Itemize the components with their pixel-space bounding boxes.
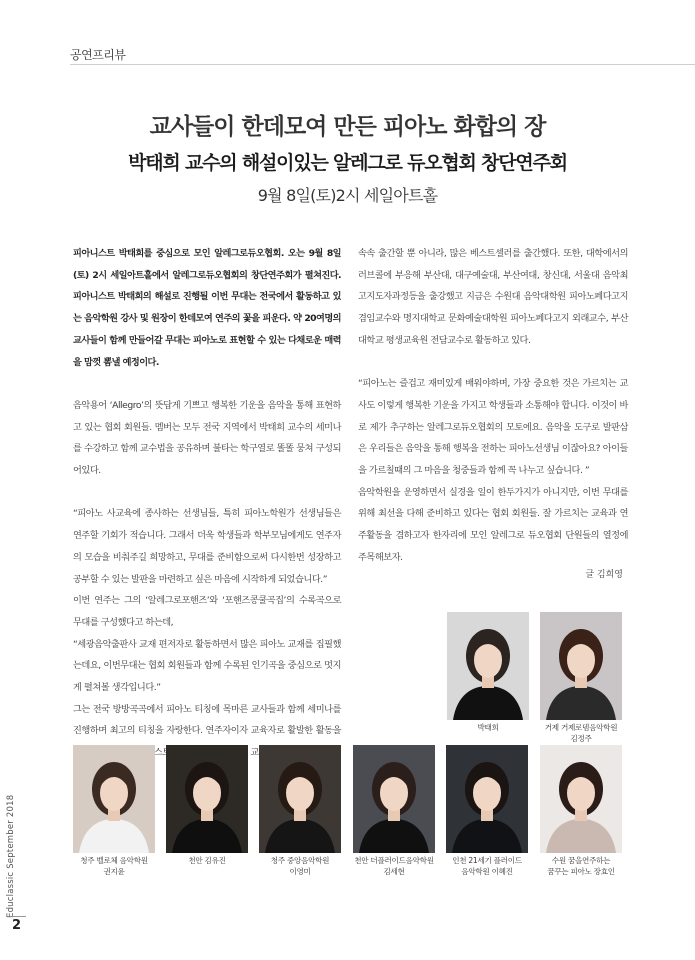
photo-caption-line: 김정주	[570, 733, 592, 743]
photo-caption-line: 권지윤	[103, 866, 125, 876]
section-label: 공연프리뷰	[70, 48, 126, 62]
article-quote: “피아노 사교육에 종사하는 선생님들, 특히 피아노학원가 선생님들은 연주할 기회가 적습니다. 그래서 더욱 학생들과 학부모님에게도 연주자의 모습을 비춰주길 희망하고, 무대를 준비함으로써 다시한번 성장하고 공부할 수 있는 발판을 마련하고 싶은 마음에 시작하게 되었습니다.”	[73, 508, 341, 585]
photo-caption	[531, 856, 631, 877]
photo-caption	[437, 856, 537, 877]
page-number-rule	[12, 916, 26, 917]
photo-caption-line: 천안 김유진	[188, 856, 226, 865]
article-paragraph: 이번 연주는 그의 ‘알레그로포핸즈’와 ‘포핸즈콩쿨곡집’의 수록곡으로 무대를 구성했다고 하는데,	[73, 595, 341, 628]
magazine-issue-text: Educlassic September 2018	[6, 794, 16, 918]
page-number: 2	[12, 918, 22, 933]
member-photo	[353, 745, 435, 853]
photo-caption	[157, 856, 257, 867]
photo-caption-line: 거제 거제로뎀음악학원	[544, 723, 618, 732]
byline: 글 김희영	[585, 570, 623, 580]
photo-caption-line: 꿈꾸는 피아노 장효인	[547, 866, 615, 876]
article-paragraph: 음악용어 ‘Allegro’의 뜻답게 기쁘고 행복한 기운을 음악을 통해 표현하고 있는 협회 회원들. 멤버는 모두 전국 지역에서 박태희 교수의 세미나를 수강하고 함께 교수법을 공유하며 불타는 학구열로 똘똘 뭉쳐 구성되어있다.	[73, 399, 341, 477]
photo-caption-line: 음악학원 이혜진	[461, 866, 513, 876]
photo-caption	[531, 723, 631, 744]
member-photo	[166, 745, 248, 853]
member-photo	[73, 745, 155, 853]
photo-caption	[438, 723, 538, 734]
article-quote: “세광음악출판사 교재 편저자로 활동하면서 많은 피아노 교재를 집필했는데요, 이번무대는 협회 회원들과 함께 수록된 인기곡을 중심으로 멋지게 펼쳐볼 생각입니다.”	[73, 638, 341, 694]
article-paragraph: 그는 전국 방방곡곡에서 피아노 티칭에 목마른 교사들과 함께 세미나를 진행하며 최고의 티칭을 자랑한다. 연주자이자 교육자로 활발한 활동을	[73, 703, 341, 737]
photo-caption	[64, 856, 164, 877]
article-subtitle: 박태희 교수의 해설이있는 알레그로 듀오협회 창단연주회	[128, 152, 567, 174]
magazine-issue-label	[3, 780, 21, 920]
article-paragraph: 음악학원을 운영하면서 실경을 일이 한두가지가 아니지만, 이번 무대를 위해 최선을 다해 준비하고 있다는 협회 회원들. 잘 가르치는 교육과 연주활동을 겸하고자 한자리에 모인 알레그로 듀오협회 단원들의 열정에 주목해보자.	[358, 486, 628, 563]
section-divider	[70, 64, 695, 65]
photo-caption-line: 김세현	[383, 866, 405, 876]
article-column-right	[358, 243, 628, 569]
member-photo	[447, 612, 529, 720]
photo-caption	[344, 856, 444, 877]
article-paragraph: 속속 출간할 뿐 아니라, 많은 베스트셀러를 출간했다. 또한, 대학에서의 러브콜에 부응해 부산대, 대구예술대, 부산여대, 창신대, 서울대 음악최고지도자과정등을 출강했고 지금은 수원대 음악대학원 피아노페다고지겸임교수와 명지대학교 문화예술대학원 피아노페다고지 외래교수, 부산대학교 평생교육원 전담교수로 활동하고 있다.	[358, 248, 628, 346]
member-photo	[540, 612, 622, 720]
photo-caption	[250, 856, 350, 877]
photo-caption-line: 천안 더플러이드음악학원	[354, 856, 434, 865]
member-photo	[540, 745, 622, 853]
member-photo	[259, 745, 341, 853]
photo-caption-line: 이영미	[289, 866, 311, 876]
concert-date: 9월 8일(토)2시 세일아트홀	[257, 186, 438, 205]
photo-caption-line: 인천 21세기 플러이드	[452, 856, 522, 865]
photo-caption-line: 박태희	[477, 723, 499, 732]
article-lead: 피아니스트 박태희를 중심으로 모인 알레그로듀오협회. 오는 9월 8일(토) 2시 세일아트홀에서 알레그로듀오협회의 창단연주회가 펼쳐진다. 피아니스트 박태희의 해설로 진행될 이번 무대는 전국에서 활동하고 있는 음악학원 강사 및 원장이 한데모여 연주의 꽃을 피운다. 약 20여명의 교사들이 함께 만들어갈 무대는 피아노로 표현할 수 있는 다채로운 매력을 맘껏 뽐낼 예정이다.	[73, 248, 341, 368]
photo-caption-line: 청주 중앙음악학원	[270, 856, 330, 865]
article-quote: “피아노는 즐겁고 재미있게 배워야하며, 가장 중요한 것은 가르치는 교사도 이렇게 행복한 기운을 가지고 학생들과 소통해야 합니다. 이것이 바로 제가 추구하는 알레그로듀오협회의 모토에요. 음악을 도구로 발판삼은 우리들은 음악을 통해 행복을 전하는 피아노선생님 이잖아요? 아이들을 가르칠때의 그 마음을 청중들과 함께 꼭 나누고 싶습니다. ”	[358, 378, 628, 477]
photo-caption-line: 청주 벨로체 음악학원	[80, 856, 148, 865]
article-column-left	[73, 243, 341, 764]
article-title: 교사들이 한데모여 만든 피아노 화합의 장	[149, 113, 546, 140]
member-photo	[446, 745, 528, 853]
photo-caption-line: 수원 꿈을연주하는	[551, 856, 611, 865]
